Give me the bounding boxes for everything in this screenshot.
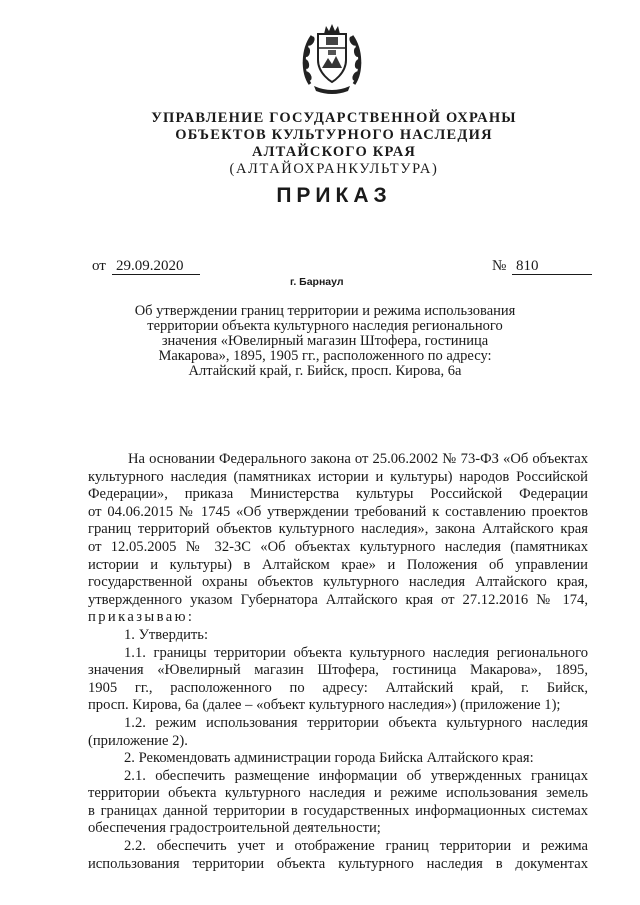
document-number: 810 bbox=[512, 258, 592, 275]
body-line: 2.2. обеспечить учет и отображение границ территории и режима bbox=[124, 838, 588, 855]
date-prefix: от bbox=[92, 258, 106, 274]
body-line: от 12.05.2005 № 32-ЗС «Об объектах культурного наследия (памятниках bbox=[88, 538, 588, 555]
title-line: Алтайский край, г. Бийск, просп. Кирова, 6а bbox=[188, 363, 462, 379]
city-label: г. Барнаул bbox=[290, 276, 344, 288]
document-type-title: ПРИКАЗ bbox=[276, 184, 392, 207]
order-body bbox=[88, 451, 588, 873]
body-line: 2.1. обеспечить размещение информации об утвержденных границах bbox=[124, 767, 588, 784]
title-line: территории объекта культурного наследия регионального bbox=[147, 318, 503, 334]
order-title bbox=[120, 304, 530, 379]
document-date: 29.09.2020 bbox=[112, 258, 200, 275]
title-line: значения «Ювелирный магазин Штофера, гостиница bbox=[161, 333, 489, 349]
body-line: 1. Утвердить: bbox=[124, 626, 209, 643]
org-name-line-1: УПРАВЛЕНИЕ ГОСУДАРСТВЕННОЙ ОХРАНЫ bbox=[151, 110, 517, 126]
body-line: Федерации», приказа Министерства культуры Российской Федерации bbox=[88, 486, 588, 503]
body-line: значения «Ювелирный магазин Штофера, гостиница Макарова», 1895, bbox=[88, 662, 588, 679]
org-abbreviation: (АЛТАЙОХРАНКУЛЬТУРА) bbox=[229, 161, 439, 177]
title-line: Макарова», 1895, 1905 гг., расположенного по адресу: bbox=[158, 348, 492, 364]
body-line: культурного наследия (памятниках истории и культуры) народов Российской bbox=[88, 468, 588, 485]
body-line: использования территории объекта культурного наследия в документах bbox=[88, 855, 588, 872]
body-line: (приложение 2). bbox=[88, 732, 188, 749]
org-name-line-2: ОБЪЕКТОВ КУЛЬТУРНОГО НАСЛЕДИЯ bbox=[175, 127, 493, 143]
body-line: приказываю: bbox=[88, 609, 195, 626]
body-line: утвержденного указом Губернатора Алтайского края от 27.12.2016 № 174, bbox=[88, 591, 588, 608]
title-line: Об утверждении границ территории и режима использования bbox=[134, 303, 516, 319]
number-prefix: № bbox=[492, 258, 507, 274]
body-line: территории объекта культурного наследия и режиме использования земель bbox=[88, 785, 588, 802]
body-line: обеспечения градостроительной деятельности; bbox=[88, 820, 381, 837]
body-line: границ территорий объектов культурного наследия», закона Алтайского края bbox=[88, 521, 588, 538]
body-line: 1.1. границы территории объекта культурного наследия регионального bbox=[124, 644, 588, 661]
body-line: 1.2. режим использования территории объекта культурного наследия bbox=[124, 714, 588, 731]
body-line: 1905 гг., расположенного по адресу: Алтайский край, г. Бийск, bbox=[88, 679, 588, 696]
org-name-line-3: АЛТАЙСКОГО КРАЯ bbox=[251, 144, 417, 160]
body-line: от 04.06.2015 № 1745 «Об утверждении требований к составлению проектов bbox=[88, 503, 588, 520]
body-line: государственной охраны объектов культурного наследия Алтайского края, bbox=[88, 574, 588, 591]
body-line: На основании Федерального закона от 25.06.2002 № 73-ФЗ «Об объектах bbox=[128, 451, 588, 467]
body-line: 2. Рекомендовать администрации города Бийска Алтайского края: bbox=[124, 750, 534, 767]
body-line: просп. Кирова, 6а (далее – «объект культурного наследия») (приложение 1); bbox=[88, 697, 561, 714]
body-line: в границах данной территории в государственных информационных системах bbox=[88, 802, 588, 819]
coat-of-arms-emblem bbox=[300, 20, 364, 96]
body-line: истории и культуры) в Алтайском крае» и Положения об управлении bbox=[88, 556, 588, 573]
